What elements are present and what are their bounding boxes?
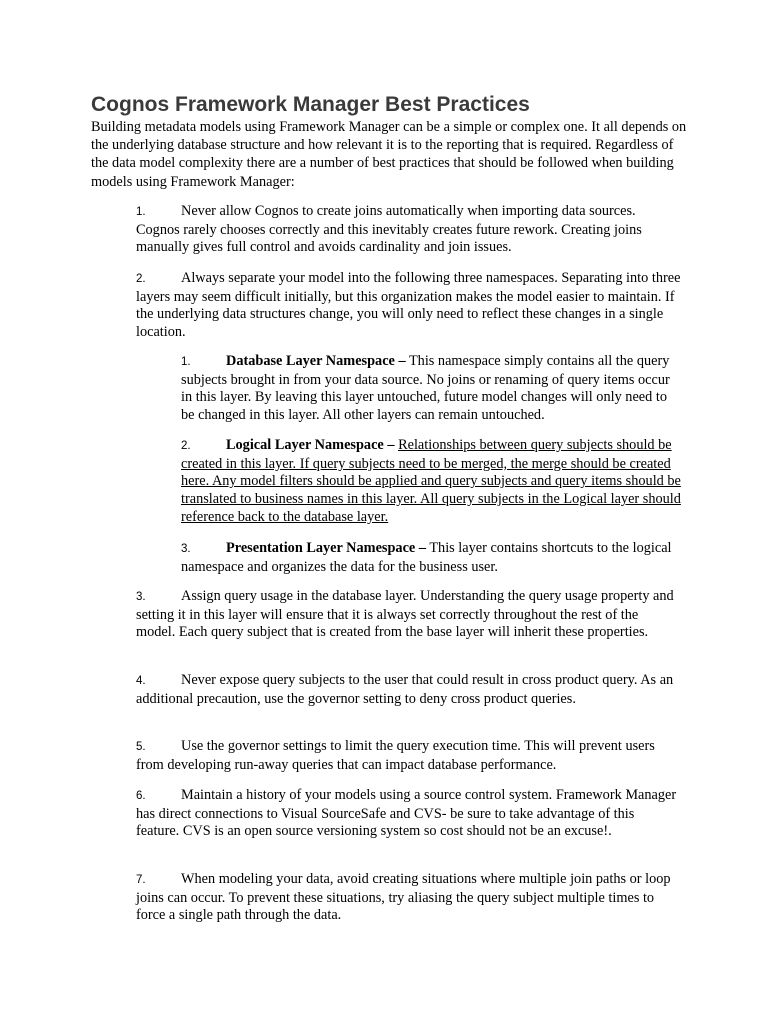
intro-paragraph: Building metadata models using Framework Manager can be a simple or complex one. It all depends on the underlying database structure and how relevant it is to the reporting that is required. Regardless of the data model complexity there are a number of best practices that should be followed when building models using Framework Manager: bbox=[91, 119, 687, 190]
list-item bbox=[136, 738, 681, 774]
list-item-number: 7. bbox=[136, 874, 146, 886]
list-item-text: Always separate your model into the following three namespaces. Separating into three layers may seem difficult initially, but this organization makes the model easier to maintain. If the underlying data structures change, you will only need to reflect these changes in a single location. bbox=[136, 270, 681, 341]
sublist-item-number: 1. bbox=[181, 356, 191, 368]
sublist-item-term: Logical Layer Namespace – bbox=[226, 437, 395, 453]
list-item bbox=[136, 672, 681, 708]
sublist-item-term: Presentation Layer Namespace – bbox=[226, 540, 426, 556]
list-item-number: 3. bbox=[136, 591, 146, 603]
sublist-item-text: Relationships between query subjects should be created in this layer. If query subjects need to be merged, the merge should be created here. Any model filters should be applied and query subjects and query items should be translated to business names in this layer. All query subjects in the Logical layer should reference back to the database layer. bbox=[181, 437, 681, 525]
list-item-number: 6. bbox=[136, 790, 146, 802]
list-item bbox=[136, 588, 681, 642]
list-item-text: When modeling your data, avoid creating situations where multiple join paths or loop joins can occur. To prevent these situations, try aliasing the query subject multiple times to force a single path through the data. bbox=[136, 871, 671, 924]
list-item bbox=[136, 270, 681, 342]
sublist-item-text: This layer contains shortcuts to the logical namespace and organizes the data for the business user. bbox=[181, 540, 672, 575]
sublist-item bbox=[181, 353, 681, 425]
list-item-text: Never allow Cognos to create joins automatically when importing data sources. Cognos rarely chooses correctly and this inevitably creates future rework. Creating joins manually gives full control and avoids cardinality and join issues. bbox=[136, 203, 642, 256]
list-item-text: Never expose query subjects to the user that could result in cross product query. As an additional precaution, use the governor setting to deny cross product queries. bbox=[136, 672, 674, 707]
list-item-number: 5. bbox=[136, 741, 146, 753]
list-item bbox=[136, 871, 681, 925]
sublist-item-text: This namespace simply contains all the query subjects brought in from your data source. No joins or renaming of query items occur in this layer. By leaving this layer untouched, future model changes will only need to be changed in this layer. All other layers can remain untouched. bbox=[181, 353, 670, 424]
list-item-text: Assign query usage in the database layer. Understanding the query usage property and setting it in this layer will ensure that it is always set correctly throughout the rest of the model. Each query subject that is created from the base layer will inherit these properties. bbox=[136, 588, 674, 641]
sublist-item-number: 2. bbox=[181, 440, 191, 452]
list-item-number: 4. bbox=[136, 675, 146, 687]
list-item bbox=[136, 203, 681, 257]
list-item-number: 1. bbox=[136, 206, 146, 218]
list-item bbox=[136, 787, 681, 841]
sublist-item-term: Database Layer Namespace – bbox=[226, 353, 406, 369]
list-item-text: Maintain a history of your models using a source control system. Framework Manager has direct connections to Visual SourceSafe and CVS- be sure to take advantage of this feature. CVS is an open source versioning system so cost should not be an excuse!. bbox=[136, 787, 677, 840]
list-item-text: Use the governor settings to limit the query execution time. This will prevent users from developing run-away queries that can impact database performance. bbox=[136, 738, 655, 773]
document-title: Cognos Framework Manager Best Practices bbox=[91, 93, 530, 116]
sublist-item bbox=[181, 437, 681, 527]
sublist-item bbox=[181, 540, 681, 576]
sublist-item-number: 3. bbox=[181, 543, 191, 555]
list-item-number: 2. bbox=[136, 273, 146, 285]
